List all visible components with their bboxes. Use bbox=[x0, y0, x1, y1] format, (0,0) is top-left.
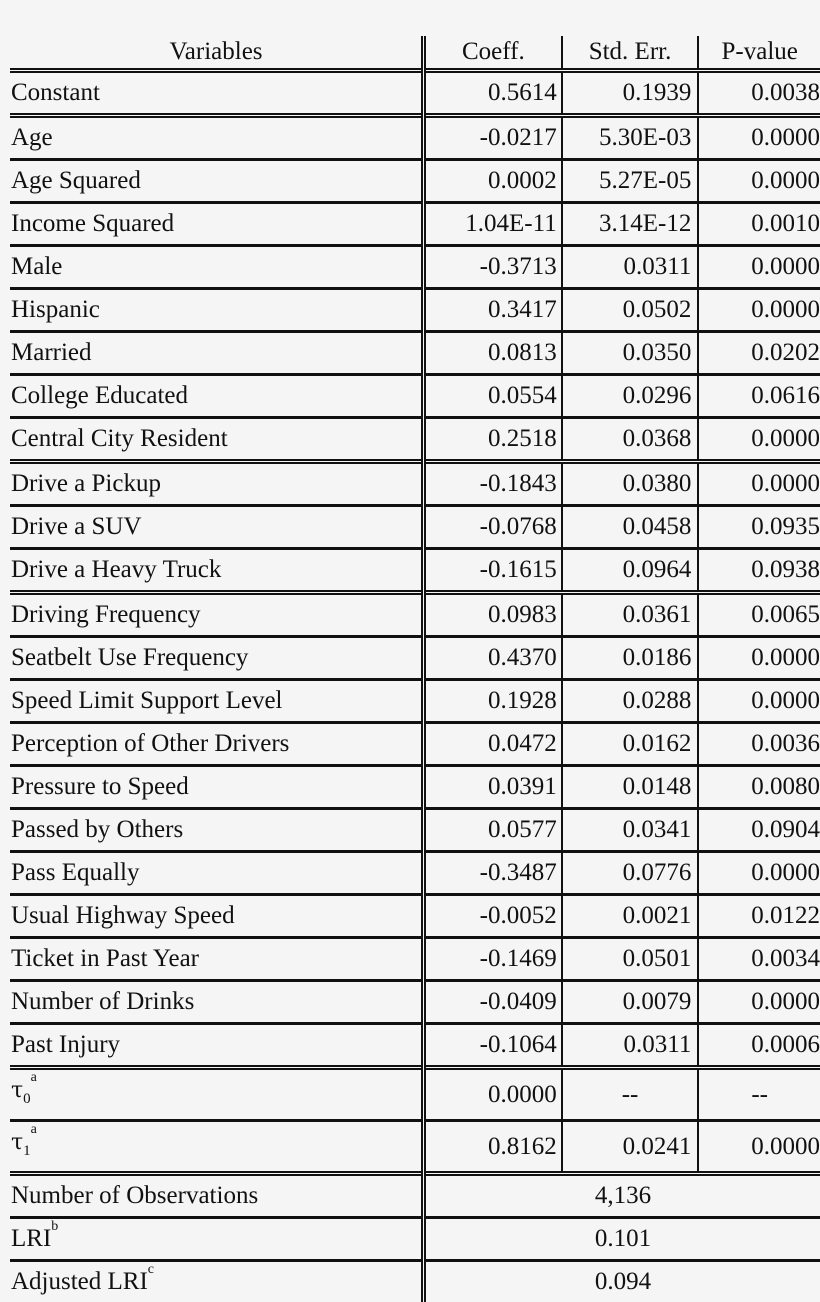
table-row bbox=[10, 637, 820, 680]
variable-cell: Past Injury bbox=[10, 1024, 424, 1068]
variable-cell: College Educated bbox=[10, 375, 424, 418]
variable-cell: Passed by Others bbox=[10, 809, 424, 852]
coeff-cell: 0.0577 bbox=[424, 809, 562, 852]
p-value-cell: 0.0000 bbox=[698, 418, 820, 462]
coeff-cell: 0.0813 bbox=[424, 332, 562, 375]
p-value-cell: 0.0938 bbox=[698, 549, 820, 593]
threshold-label bbox=[10, 1068, 424, 1121]
table-row bbox=[10, 809, 820, 852]
table-row bbox=[10, 938, 820, 981]
table-row bbox=[10, 418, 820, 462]
coeff-cell: -0.3487 bbox=[424, 852, 562, 895]
threshold-label bbox=[10, 1121, 424, 1174]
table-row bbox=[10, 203, 820, 246]
std-err-cell: 0.0162 bbox=[562, 723, 699, 766]
table-row bbox=[10, 71, 820, 116]
coeff-cell: 0.0983 bbox=[424, 593, 562, 637]
variable-cell: Income Squared bbox=[10, 203, 424, 246]
coeff-cell: -0.1843 bbox=[424, 462, 562, 506]
p-value-cell: 0.0000 bbox=[698, 246, 820, 289]
coeff-cell: -0.1064 bbox=[424, 1024, 562, 1068]
std-err-cell: 0.0311 bbox=[562, 1024, 699, 1068]
coeff-cell: 0.8162 bbox=[424, 1121, 562, 1174]
summary-label-text: Adjusted LRI bbox=[11, 1268, 148, 1295]
coeff-cell: 0.3417 bbox=[424, 289, 562, 332]
footnote-marker: a bbox=[31, 1070, 37, 1085]
table-row bbox=[10, 506, 820, 549]
table-row bbox=[10, 332, 820, 375]
table-row bbox=[10, 160, 820, 203]
tau-subscript: 0 bbox=[23, 1091, 31, 1107]
summary-value: 0.101 bbox=[424, 1218, 820, 1261]
summary-label bbox=[10, 1174, 424, 1218]
table-row bbox=[10, 462, 820, 506]
p-value-cell: 0.0080 bbox=[698, 766, 820, 809]
coeff-cell: 0.0391 bbox=[424, 766, 562, 809]
table-row bbox=[10, 289, 820, 332]
coeff-cell: -0.1615 bbox=[424, 549, 562, 593]
p-value-cell: 0.0000 bbox=[698, 462, 820, 506]
footnote-marker: a bbox=[31, 1122, 37, 1137]
variable-cell: Drive a Heavy Truck bbox=[10, 549, 424, 593]
std-err-cell: 0.0501 bbox=[562, 938, 699, 981]
variable-cell: Usual Highway Speed bbox=[10, 895, 424, 938]
summary-label bbox=[10, 1261, 424, 1302]
table-row bbox=[10, 852, 820, 895]
p-value-cell: 0.0065 bbox=[698, 593, 820, 637]
std-err-cell: 0.0361 bbox=[562, 593, 699, 637]
p-value-cell: 0.0000 bbox=[698, 680, 820, 723]
header-variables: Variables bbox=[10, 36, 424, 71]
table-row bbox=[10, 723, 820, 766]
std-err-cell: 0.0148 bbox=[562, 766, 699, 809]
summary-row bbox=[10, 1261, 820, 1302]
coeff-cell: -0.0768 bbox=[424, 506, 562, 549]
std-err-cell: 0.0079 bbox=[562, 981, 699, 1024]
variable-cell: Male bbox=[10, 246, 424, 289]
variable-cell: Married bbox=[10, 332, 424, 375]
coeff-cell: -0.0052 bbox=[424, 895, 562, 938]
footnote-marker: c bbox=[148, 1262, 154, 1277]
p-value-cell: 0.0904 bbox=[698, 809, 820, 852]
variable-cell: Drive a Pickup bbox=[10, 462, 424, 506]
header-coeff: Coeff. bbox=[424, 36, 562, 71]
std-err-cell: 0.0380 bbox=[562, 462, 699, 506]
std-err-cell: 0.0964 bbox=[562, 549, 699, 593]
table-row bbox=[10, 549, 820, 593]
table-row bbox=[10, 766, 820, 809]
variable-cell: Pressure to Speed bbox=[10, 766, 424, 809]
p-value-cell: 0.0000 bbox=[698, 160, 820, 203]
coeff-cell: 0.0002 bbox=[424, 160, 562, 203]
summary-value: 4,136 bbox=[424, 1174, 820, 1218]
variable-cell: Age Squared bbox=[10, 160, 424, 203]
coeff-cell: 0.5614 bbox=[424, 71, 562, 116]
tau-symbol: τ bbox=[11, 1130, 23, 1155]
coeff-cell: 0.1928 bbox=[424, 680, 562, 723]
p-value-cell: 0.0000 bbox=[698, 852, 820, 895]
header-p-value: P-value bbox=[698, 36, 820, 71]
p-value-cell: 0.0000 bbox=[698, 289, 820, 332]
tau-symbol: τ bbox=[11, 1078, 23, 1103]
variable-cell: Number of Drinks bbox=[10, 981, 424, 1024]
p-value-cell: 0.0000 bbox=[698, 637, 820, 680]
coeff-cell: 0.4370 bbox=[424, 637, 562, 680]
std-err-cell: 0.0776 bbox=[562, 852, 699, 895]
threshold-row bbox=[10, 1068, 820, 1121]
summary-label-text: LRI bbox=[11, 1225, 51, 1252]
std-err-cell: 0.0311 bbox=[562, 246, 699, 289]
table-row bbox=[10, 981, 820, 1024]
threshold-row bbox=[10, 1121, 820, 1174]
coeff-cell: 0.0554 bbox=[424, 375, 562, 418]
std-err-cell: 0.0288 bbox=[562, 680, 699, 723]
coeff-cell: -0.0217 bbox=[424, 116, 562, 160]
variable-cell: Pass Equally bbox=[10, 852, 424, 895]
variable-cell: Ticket in Past Year bbox=[10, 938, 424, 981]
coeff-cell: -0.1469 bbox=[424, 938, 562, 981]
coeff-cell: 0.0472 bbox=[424, 723, 562, 766]
table-row bbox=[10, 246, 820, 289]
coeff-cell: 0.2518 bbox=[424, 418, 562, 462]
p-value-cell: 0.0616 bbox=[698, 375, 820, 418]
p-value-cell: 0.0006 bbox=[698, 1024, 820, 1068]
p-value-cell: 0.0034 bbox=[698, 938, 820, 981]
p-value-cell: 0.0122 bbox=[698, 895, 820, 938]
coeff-cell: -0.3713 bbox=[424, 246, 562, 289]
std-err-cell: 0.0186 bbox=[562, 637, 699, 680]
std-err-cell: 5.30E-03 bbox=[562, 116, 699, 160]
p-value-cell: 0.0935 bbox=[698, 506, 820, 549]
std-err-cell: 0.0368 bbox=[562, 418, 699, 462]
table-row bbox=[10, 375, 820, 418]
std-err-cell: 0.0021 bbox=[562, 895, 699, 938]
table-row bbox=[10, 1024, 820, 1068]
variable-cell: Speed Limit Support Level bbox=[10, 680, 424, 723]
variable-cell: Perception of Other Drivers bbox=[10, 723, 424, 766]
variable-cell: Hispanic bbox=[10, 289, 424, 332]
p-value-cell: 0.0000 bbox=[698, 1121, 820, 1174]
variable-cell: Central City Resident bbox=[10, 418, 424, 462]
p-value-cell: 0.0010 bbox=[698, 203, 820, 246]
table-row bbox=[10, 593, 820, 637]
std-err-cell: 0.0458 bbox=[562, 506, 699, 549]
p-value-cell: 0.0000 bbox=[698, 116, 820, 160]
header-row bbox=[10, 36, 820, 71]
variable-cell: Drive a SUV bbox=[10, 506, 424, 549]
summary-label-text: Number of Observations bbox=[11, 1182, 258, 1209]
table-row bbox=[10, 895, 820, 938]
coeff-cell: -0.0409 bbox=[424, 981, 562, 1024]
coeff-cell: 1.04E-11 bbox=[424, 203, 562, 246]
tau-subscript: 1 bbox=[23, 1143, 31, 1159]
std-err-cell: 0.0350 bbox=[562, 332, 699, 375]
coeff-cell: 0.0000 bbox=[424, 1068, 562, 1121]
std-err-cell: 5.27E-05 bbox=[562, 160, 699, 203]
header-std-err: Std. Err. bbox=[562, 36, 699, 71]
std-err-cell: -- bbox=[562, 1068, 699, 1121]
variable-cell: Age bbox=[10, 116, 424, 160]
std-err-cell: 0.0296 bbox=[562, 375, 699, 418]
std-err-cell: 0.0502 bbox=[562, 289, 699, 332]
variable-cell: Seatbelt Use Frequency bbox=[10, 637, 424, 680]
variable-cell: Constant bbox=[10, 71, 424, 116]
p-value-cell: 0.0202 bbox=[698, 332, 820, 375]
p-value-cell: -- bbox=[698, 1068, 820, 1121]
table-row bbox=[10, 116, 820, 160]
summary-row bbox=[10, 1174, 820, 1218]
p-value-cell: 0.0036 bbox=[698, 723, 820, 766]
summary-row bbox=[10, 1218, 820, 1261]
p-value-cell: 0.0038 bbox=[698, 71, 820, 116]
summary-value: 0.094 bbox=[424, 1261, 820, 1302]
footnote-marker: b bbox=[51, 1219, 58, 1234]
std-err-cell: 0.1939 bbox=[562, 71, 699, 116]
variable-cell: Driving Frequency bbox=[10, 593, 424, 637]
summary-label bbox=[10, 1218, 424, 1261]
std-err-cell: 3.14E-12 bbox=[562, 203, 699, 246]
table-row bbox=[10, 680, 820, 723]
std-err-cell: 0.0341 bbox=[562, 809, 699, 852]
std-err-cell: 0.0241 bbox=[562, 1121, 699, 1174]
p-value-cell: 0.0000 bbox=[698, 981, 820, 1024]
regression-table bbox=[10, 36, 820, 1302]
